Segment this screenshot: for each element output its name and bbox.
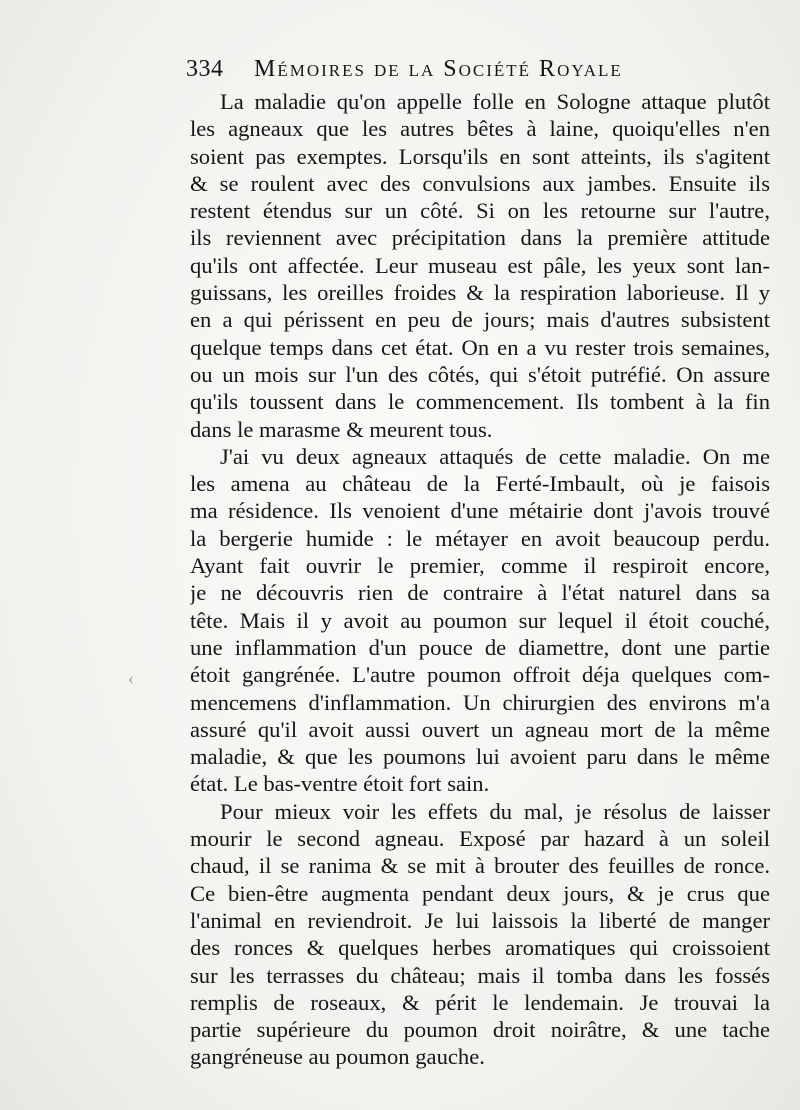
text-line: partie supérieure du poumon droit noirâtre, & une tache bbox=[190, 1017, 770, 1043]
text-line: maladie, & que les poumons lui avoient paru dans le même bbox=[190, 744, 770, 770]
page-header bbox=[186, 54, 746, 88]
text-line: état. Le bas-ventre étoit fort sain. bbox=[190, 771, 490, 797]
paragraph bbox=[190, 88, 770, 443]
paragraph bbox=[190, 798, 770, 1071]
text-line: restent étendus sur un côté. Si on les retourne sur l'autre, bbox=[190, 198, 770, 224]
text-line: mencemens d'inflammation. Un chirurgien des environs m'a bbox=[190, 689, 770, 715]
text-line: assuré qu'il avoit aussi ouvert un agneau mort de la même bbox=[190, 716, 770, 742]
paragraph bbox=[190, 443, 770, 798]
text-line: La maladie qu'on appelle folle en Sologne attaque plutôt bbox=[220, 89, 770, 114]
text-line: en a qui périssent en peu de jours; mais d'autres subsistent bbox=[190, 307, 770, 333]
margin-mark: ‹ bbox=[128, 668, 134, 688]
running-head: Mémoires de la Société Royale bbox=[254, 56, 623, 82]
text-line: je ne découvris rien de contraire à l'état naturel dans sa bbox=[190, 580, 770, 606]
text-line: la bergerie humide : le métayer en avoit beaucoup perdu. bbox=[190, 525, 770, 551]
text-line: l'animal en reviendroit. Je lui laissois la liberté de manger bbox=[190, 907, 770, 933]
text-line: Ayant fait ouvrir le premier, comme il respiroit encore, bbox=[190, 553, 770, 579]
text-line: soient pas exemptes. Lorsqu'ils en sont atteints, ils s'agitent bbox=[190, 143, 770, 169]
text-line: remplis de roseaux, & périt le lendemain. Je trouvai la bbox=[190, 989, 770, 1015]
text-line: des ronces & quelques herbes aromatiques qui croissoient bbox=[190, 935, 770, 961]
text-line: tête. Mais il y avoit au poumon sur lequel il étoit couché, bbox=[190, 607, 770, 633]
text-line: guissans, les oreilles froides & la respiration laborieuse. Il y bbox=[190, 280, 770, 306]
text-line: les agneaux que les autres bêtes à laine, quoiqu'elles n'en bbox=[190, 116, 770, 142]
text-line: une inflammation d'un pouce de diamettre, dont une partie bbox=[190, 634, 770, 660]
text-line: gangréneuse au poumon gauche. bbox=[190, 1044, 485, 1070]
text-line: qu'ils toussent dans le commencement. Ils tombent à la fin bbox=[190, 389, 770, 415]
text-line: ils reviennent avec précipitation dans la première attitude bbox=[190, 225, 770, 251]
text-line: Ce bien-être augmenta pendant deux jours, & je crus que bbox=[190, 880, 770, 906]
text-line: dans le marasme & meurent tous. bbox=[190, 416, 493, 442]
text-line: les amena au château de la Ferté-Imbault, où je faisois bbox=[190, 471, 770, 497]
page-number: 334 bbox=[186, 56, 224, 82]
text-line: chaud, il se ranima & se mit à brouter des feuilles de ronce. bbox=[190, 853, 770, 879]
body-text bbox=[190, 88, 770, 1071]
text-line: mourir le second agneau. Exposé par hazard à un soleil bbox=[190, 826, 770, 852]
text-line: étoit gangrénée. L'autre poumon offroit déja quelques com- bbox=[190, 662, 770, 688]
text-line: qu'ils ont affectée. Leur museau est pâle, les yeux sont lan- bbox=[190, 252, 770, 278]
text-line: J'ai vu deux agneaux attaqués de cette maladie. On me bbox=[220, 443, 770, 469]
text-line: Pour mieux voir les effets du mal, je résolus de laisser bbox=[220, 798, 770, 824]
text-line: ma résidence. Ils venoient d'une métairie dont j'avois trouvé bbox=[190, 498, 770, 524]
text-line: sur les terrasses du château; mais il tomba dans les fossés bbox=[190, 962, 770, 988]
text-line: & se roulent avec des convulsions aux jambes. Ensuite ils bbox=[190, 170, 770, 196]
text-line: quelque temps dans cet état. On en a vu rester trois semaines, bbox=[190, 334, 770, 360]
text-line: ou un mois sur l'un des côtés, qui s'étoit putréfié. On assure bbox=[190, 361, 770, 387]
